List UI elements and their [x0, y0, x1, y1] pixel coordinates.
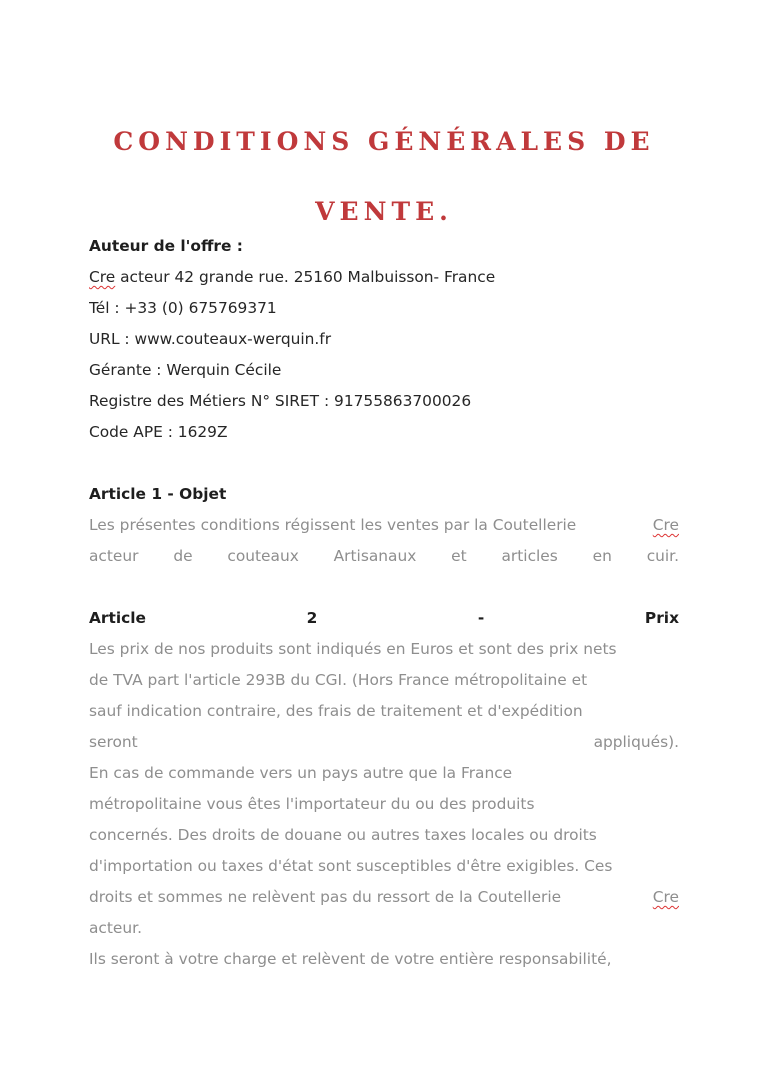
- author-heading: Auteur de l'offre :: [89, 237, 243, 255]
- article2-heading: [89, 603, 679, 634]
- word: -: [477, 609, 485, 627]
- spellcheck-word-cre[interactable]: Cre: [89, 268, 116, 286]
- article2-para2-line-5-text: droits et sommes ne relèvent pas du ressort de la Coutellerie: [89, 888, 566, 906]
- author-url: URL : www.couteaux-werquin.fr: [89, 330, 332, 348]
- article1-line-1: [89, 510, 679, 541]
- author-siret: Registre des Métiers N° SIRET : 91755863700026: [89, 392, 472, 410]
- word: seront: [89, 733, 138, 751]
- word: en: [592, 547, 612, 565]
- author-phone: Tél : +33 (0) 675769371: [89, 299, 277, 317]
- author-ape: Code APE : 1629Z: [89, 423, 228, 441]
- author-manager: Gérante : Werquin Cécile: [89, 361, 282, 379]
- article2-para2-line-1: En cas de commande vers un pays autre que la France: [89, 764, 513, 782]
- author-address: [89, 262, 679, 293]
- article1-heading: Article 1 - Objet: [89, 485, 227, 503]
- article2-line-1: Les prix de nos produits sont indiqués en Euros et sont des prix nets: [89, 640, 617, 658]
- word: Article: [89, 609, 146, 627]
- document-body: [89, 231, 679, 975]
- word: 2: [306, 609, 318, 627]
- article2-line-4: [89, 727, 679, 758]
- article2-para2-line-5: [89, 882, 679, 913]
- word: appliqués).: [593, 733, 679, 751]
- word: articles: [501, 547, 558, 565]
- author-address-text: acteur 42 grande rue. 25160 Malbuisson- France: [115, 268, 496, 286]
- article1-line-2: [89, 541, 679, 572]
- article2-line-2: de TVA part l'article 293B du CGI. (Hors France métropolitaine et: [89, 671, 588, 689]
- article2-para2-line-3: concernés. Des droits de douane ou autres taxes locales ou droits: [89, 826, 597, 844]
- word: acteur: [89, 547, 139, 565]
- article2-para2-line-4: d'importation ou taxes d'état sont susceptibles d'être exigibles. Ces: [89, 857, 613, 875]
- article2-para2-line-6: acteur.: [89, 919, 142, 937]
- spacer: [89, 448, 679, 479]
- spellcheck-word-cre[interactable]: Cre: [652, 516, 679, 534]
- spacer: [89, 572, 679, 603]
- spellcheck-word-cre[interactable]: Cre: [652, 888, 679, 906]
- document-title-line-2: VENTE.: [315, 197, 453, 226]
- word: Prix: [644, 609, 679, 627]
- word: cuir.: [646, 547, 679, 565]
- word: et: [451, 547, 467, 565]
- article2-line-3: sauf indication contraire, des frais de traitement et d'expédition: [89, 702, 583, 720]
- document-title-line-1: CONDITIONS GÉNÉRALES DE: [113, 127, 655, 156]
- article2-para3-line-1: Ils seront à votre charge et relèvent de votre entière responsabilité,: [89, 950, 612, 968]
- word: de: [173, 547, 193, 565]
- word: Artisanaux: [333, 547, 417, 565]
- article2-para2-line-2: métropolitaine vous êtes l'importateur du ou des produits: [89, 795, 535, 813]
- word: couteaux: [227, 547, 299, 565]
- article1-line-1-text: Les présentes conditions régissent les ventes par la Coutellerie: [89, 516, 582, 534]
